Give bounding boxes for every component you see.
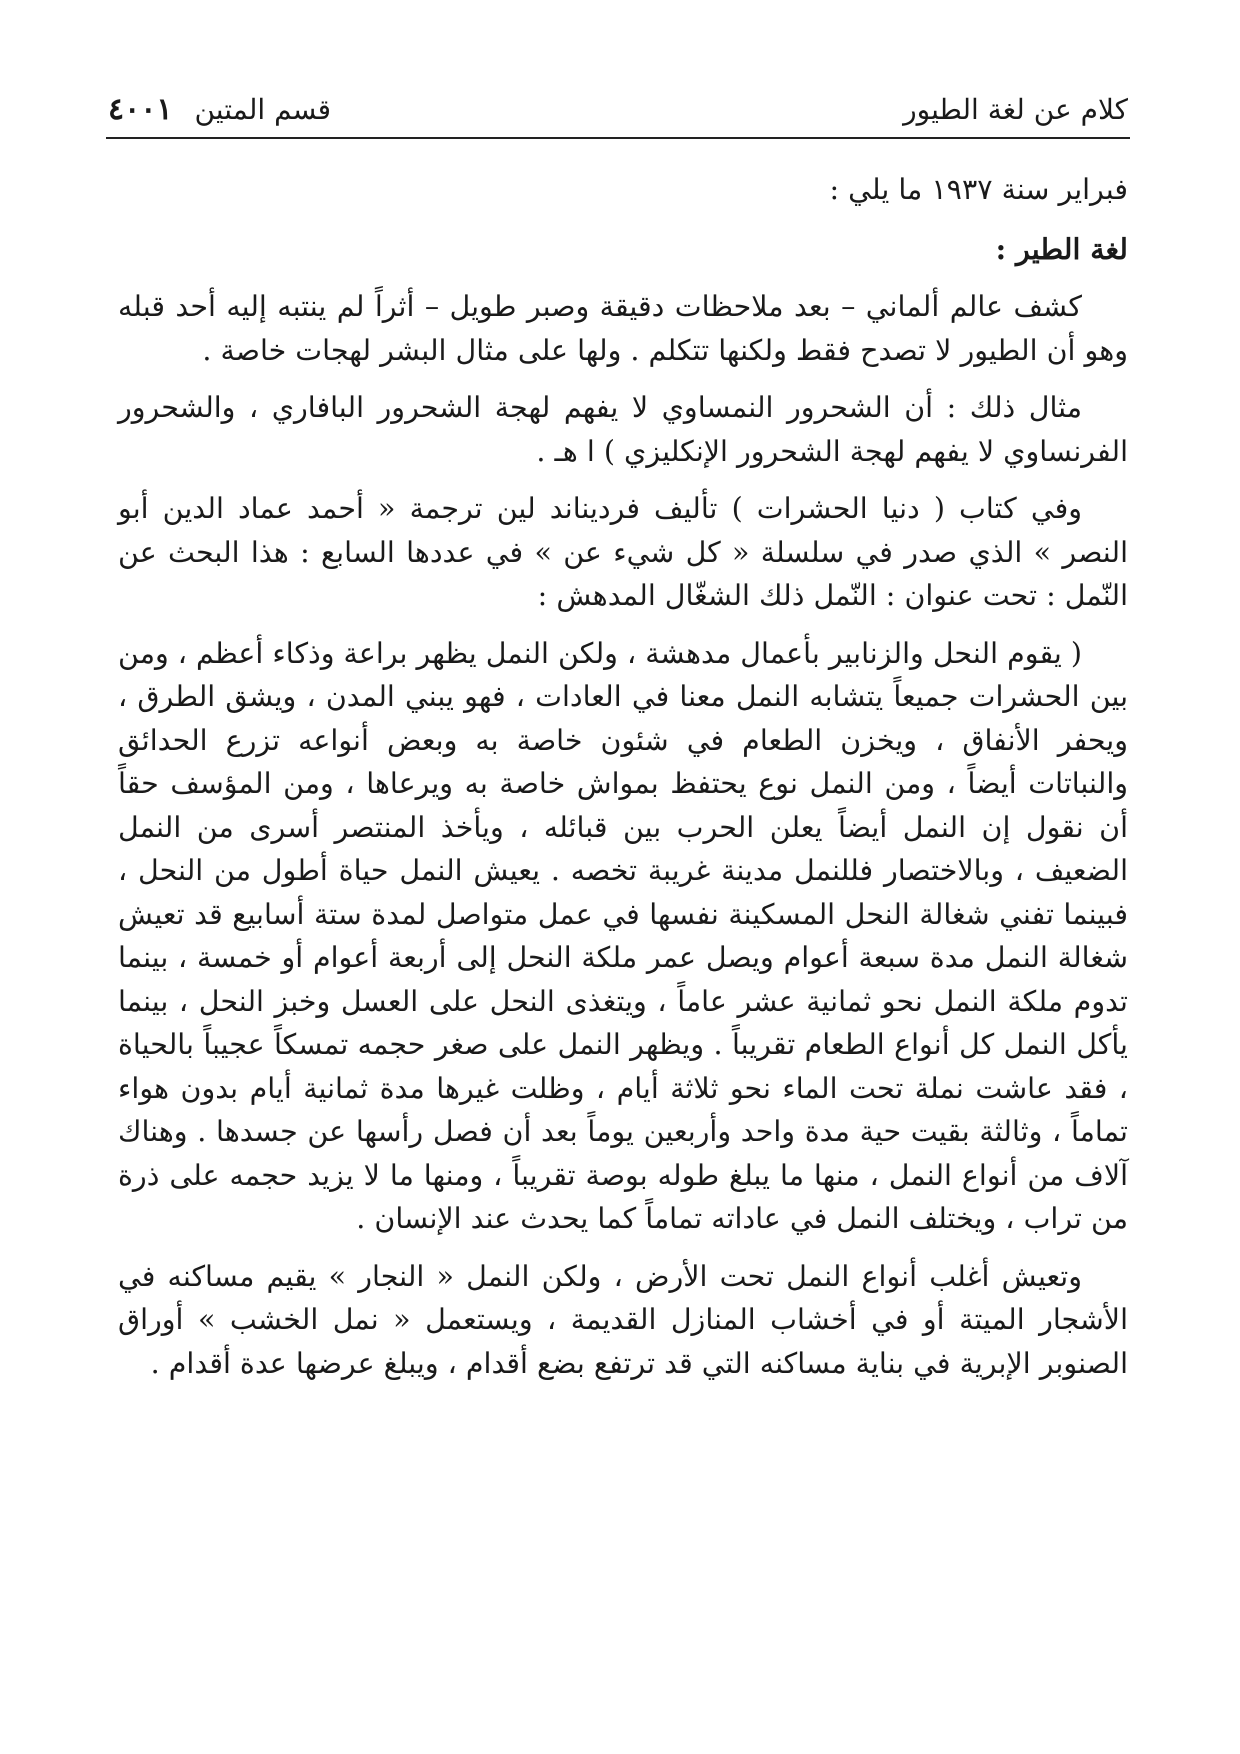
paragraph-date-line: فبراير سنة ١٩٣٧ ما يلي : [829,173,1128,206]
paragraph-ant-habitats: وتعيش أغلب أنواع النمل تحت الأرض ، ولكن النمل « النجار » يقيم مساكنه في الأشجار الميتة أو في أخشاب المنازل القديمة ، ويستعمل « نمل الخشب » أوراق الصنوبر الإبرية في بناية مساكنه التي قد ترتفع بضع أقدام ، ويبلغ عرضها عدة أقدام . [118,1259,1128,1380]
paragraph-ant-quote: ( يقوم النحل والزنابير بأعمال مدهشة ، ولكن النمل يظهر براعة وذكاء أعظم ، ومن بين الحشرات جميعاً يتشابه النمل معنا في العادات ، فهو يبني المدن ، ويشق الطرق ، ويحفر الأنفاق ، ويخزن الطعام في شئون خاصة به وبعض أنواعه تزرع الحدائق والنباتات أيضاً ، ومن النمل نوع يحتفظ بمواش خاصة به ويرعاها ، ومن المؤسف حقاً أن نقول إن النمل أيضاً يعلن الحرب بين قبائله ، ويأخذ المنتصر أسرى من النمل الضعيف ، وبالاختصار فللنمل مدينة غريبة تخصه . يعيش النمل حياة أطول من النحل ، فبينما تفني شغالة النحل المسكينة نفسها في عمل متواصل لمدة ستة أسابيع قد تعيش شغالة النمل مدة سبعة أعوام ويصل عمر ملكة النحل إلى أربعة أعوام أو خمسة ، بينما تدوم ملكة النمل نحو ثمانية عشر عاماً ، ويتغذى النحل على العسل وخبز النحل ، بينما يأكل النمل كل أنواع الطعام تقريباً . ويظهر النمل على صغر حجمه تمسكاً عجيباً بالحياة ، فقد عاشت نملة تحت الماء نحو ثلاثة أيام ، وظلت غيرها مدة ثمانية أيام بدون هواء تماماً ، وثالثة بقيت حية مدة واحد وأربعين يوماً بعد أن فصل رأسها عن جسدها . وهناك آلاف من أنواع النمل ، منها ما يبلغ طوله بوصة تقريباً ، ومنها ما لا يزيد حجمه على ذرة من تراب ، ويختلف النمل في عاداته تماماً كما يحدث عند الإنسان . [118,636,1128,1235]
section-heading: لغة الطير : [995,231,1128,266]
header-divider [106,137,1130,139]
page-body [118,168,1128,1385]
paragraph-book-reference: وفي كتاب ( دنيا الحشرات ) تأليف فرديناند لين ترجمة « أحمد عماد الدين أبو النصر » الذي صدر في سلسلة « كل شيء عن » في عددها السابع : هذا البحث عن النّمل : تحت عنوان : النّمل ذلك الشغّال المدهش : [118,492,1128,612]
header-left-group [108,90,331,130]
page-number: ٤٠٠١ [108,92,173,127]
paragraph-example: مثال ذلك : أن الشحرور النمساوي لا يفهم لهجة الشحرور البافاري ، والشحرور الفرنساوي لا يفهم لهجة الشحرور الإنكليزي ) ا هـ . [118,391,1128,468]
section-name: قسم المتين [194,93,332,126]
page-header [108,86,1128,130]
book-title: كلام عن لغة الطيور [903,93,1128,126]
paragraph-discovery: كشف عالم ألماني – بعد ملاحظات دقيقة وصبر طويل – أثراً لم ينتبه إليه أحد قبله وهو أن الطيور لا تصدح فقط ولكنها تتكلم . ولها على مثال البشر لهجات خاصة . [118,290,1128,367]
